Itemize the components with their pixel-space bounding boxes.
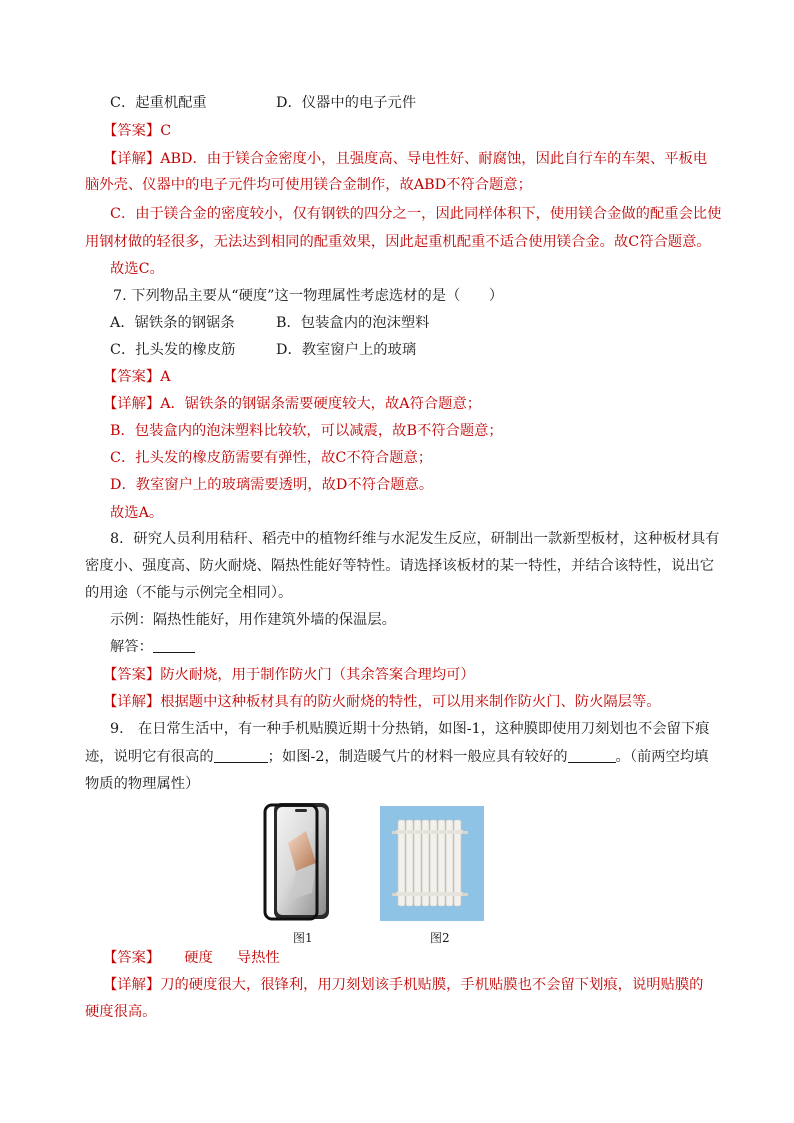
q9-stem-2: 迹，说明它有很高的 ；如图-2，制造暖气片的材料一般应具有较好的 。（前两空均填 bbox=[85, 749, 709, 765]
q7-stem: 7. 下列物品主要从“硬度”这一物理属性考虑选材的是（ ） bbox=[113, 288, 504, 304]
radiator-figure bbox=[380, 806, 484, 921]
q9-blank-1 bbox=[214, 748, 268, 763]
q8-answer-line: 解答： bbox=[110, 638, 195, 656]
q8-detail: 【详解】根据题中这种板材具有的防火耐烧的特性，可以用来制作防火门、防火隔层等。 bbox=[103, 694, 661, 710]
q7-detail-a: 【详解】A．锯铁条的钢锯条需要硬度较大，故A符合题意； bbox=[103, 396, 482, 412]
fig1-caption: 图1 bbox=[293, 931, 313, 945]
q6-detail-1a: 【详解】ABD．由于镁合金密度小，且强度高、导电性好、耐腐蚀，因此自行车的车架、平板电 bbox=[103, 151, 708, 167]
q6-conclusion: 故选C。 bbox=[110, 261, 164, 277]
q9-answer-2: 导热性 bbox=[236, 950, 280, 966]
q9-stem-1: 9. 在日常生活中，有一种手机贴膜近期十分热销，如图-1，这种膜即使用刀刻划也不会留下痕 bbox=[110, 721, 710, 737]
q7-options-row-2 bbox=[110, 341, 417, 359]
q9-detail-1: 【详解】刀的硬度很大，很锋利，用刀刻划该手机贴膜，手机贴膜也不会留下划痕，说明贴膜的 bbox=[103, 977, 704, 993]
radiator-icon bbox=[380, 806, 484, 921]
q9-blank-2 bbox=[568, 748, 616, 763]
phone-film-figure bbox=[262, 801, 332, 923]
q8-stem-1: 8．研究人员利用秸秆、稻壳中的植物纤维与水泥发生反应，研制出一款新型板材，这种板材具有 bbox=[110, 531, 720, 547]
q8-answer-blank bbox=[153, 638, 195, 653]
q9-answer: 【答案】 硬度 导热性 bbox=[103, 950, 280, 966]
q6-options-row bbox=[110, 94, 417, 112]
q7-answer: 【答案】A bbox=[103, 369, 171, 385]
q7-detail-d: D．教室窗户上的玻璃需要透明，故D不符合题意。 bbox=[110, 477, 434, 493]
q6-detail-2a: C．由于镁合金的密度较小，仅有钢铁的四分之一，因此同样体积下，使用镁合金做的配重会比使 bbox=[110, 206, 722, 222]
q8-stem-3: 的用途（不能与示例完全相同）。 bbox=[85, 585, 293, 601]
q8-answer: 【答案】防火耐烧，用于制作防火门（其余答案合理均可） bbox=[103, 667, 475, 683]
q6-answer: 【答案】C bbox=[103, 123, 172, 139]
fig2-caption: 图2 bbox=[430, 931, 450, 945]
q7-option-c: C．扎头发的橡皮筋 bbox=[110, 342, 236, 358]
q9-stem-3: 物质的物理属性） bbox=[85, 776, 200, 792]
q8-stem-2: 密度小、强度高、防火耐烧、隔热性能好等特性。请选择该板材的某一特性，并结合该特性，说出它 bbox=[85, 558, 715, 574]
q7-detail-c: C．扎头发的橡皮筋需要有弹性，故C不符合题意； bbox=[110, 450, 433, 466]
q7-detail-b: B．包装盒内的泡沫塑料比较软，可以减震，故B不符合题意； bbox=[110, 423, 503, 439]
q7-option-d: D．教室窗户上的玻璃 bbox=[276, 342, 417, 358]
q9-detail-2: 硬度很高。 bbox=[85, 1004, 157, 1020]
q8-example: 示例：隔热性能好，用作建筑外墙的保温层。 bbox=[110, 612, 396, 628]
q6-detail-2b: 用钢材做的轻很多，无法达到相同的配重效果，因此起重机配重不适合使用镁合金。故C符合题意。 bbox=[85, 234, 711, 250]
q9-answer-1: 硬度 bbox=[184, 950, 213, 966]
q7-option-b: B．包装盒内的泡沫塑料 bbox=[276, 315, 430, 331]
q7-conclusion: 故选A。 bbox=[110, 505, 164, 521]
q6-option-d: D．仪器中的电子元件 bbox=[276, 95, 417, 111]
q7-option-a: A．锯铁条的钢锯条 bbox=[110, 315, 235, 331]
q6-detail-1b: 脑外壳、仪器中的电子元件均可使用镁合金制作，故ABD不符合题意； bbox=[85, 177, 532, 193]
q7-options-row-1 bbox=[110, 314, 430, 332]
q6-option-c: C．起重机配重 bbox=[110, 95, 207, 111]
phone-icon bbox=[262, 801, 332, 923]
